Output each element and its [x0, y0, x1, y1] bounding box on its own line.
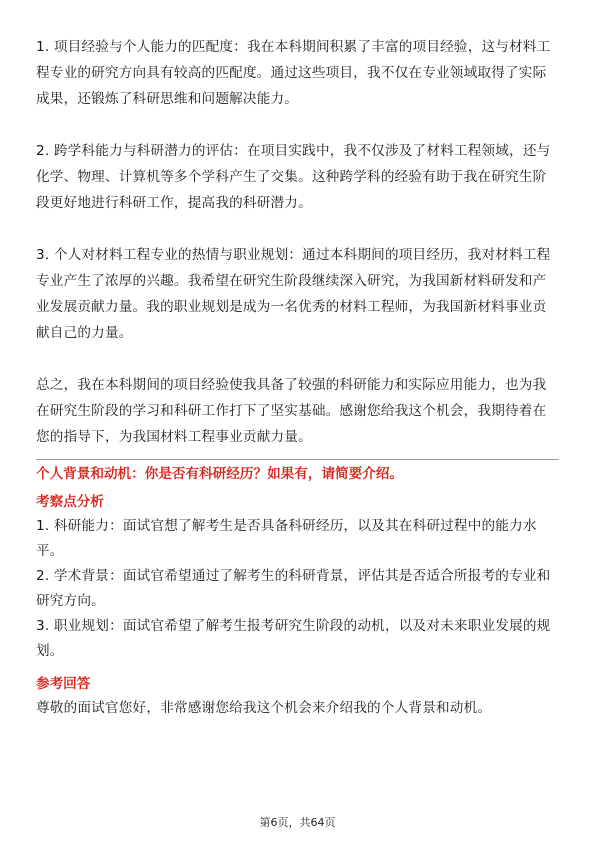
- question-title: 个人背景和动机：你是否有科研经历？如果有，请简要介绍。: [36, 466, 404, 482]
- paragraph-matching: 1. 项目经验与个人能力的匹配度：我在本科期间积累了丰富的项目经验，这与材料工程专业的研究方向具有较高的匹配度。通过这些项目，我不仅在专业领域取得了实际成果，还锻炼了科研思维和问题解决能力。: [36, 39, 551, 107]
- answer-text: 尊敬的面试官您好，非常感谢您给我这个机会来介绍我的个人背景和动机。: [36, 700, 492, 716]
- analysis-item: 2. 学术背景：面试官希望通过了解考生的科研背景，评估其是否适合所报考的专业和研究方向。: [36, 568, 551, 609]
- answer-heading: 参考回答: [36, 676, 91, 692]
- section-divider: [36, 459, 559, 460]
- analysis-heading: 考察点分析: [36, 494, 104, 510]
- analysis-item: 3. 职业规划：面试官希望了解考生报考研究生阶段的动机，以及对未来职业发展的规划。: [36, 618, 551, 659]
- document-body: [36, 34, 559, 721]
- paragraph-passion: 3. 个人对材料工程专业的热情与职业规划：通过本科期间的项目经历，我对材料工程专业产生了浓厚的兴趣。我希望在研究生阶段继续深入研究，为我国新材料研发和产业发展贡献力量。我的职业规划是成为一名优秀的材料工程师，为我国新材料事业贡献自己的力量。: [36, 247, 551, 341]
- page-number: 第6页，共64页: [259, 816, 336, 829]
- paragraph-summary: 总之，我在本科期间的项目经验使我具备了较强的科研能力和实际应用能力，也为我在研究生阶段的学习和科研工作打下了坚实基础。感谢您给我这个机会，我期待着在您的指导下，为我国材料工程事业贡献力量。: [36, 377, 547, 445]
- paragraph-interdisciplinary: 2. 跨学科能力与科研潜力的评估：在项目实践中，我不仅涉及了材料工程领域，还与化学、物理、计算机等多个学科产生了交集。这种跨学科的经验有助于我在研究生阶段更好地进行科研工作，提高我的科研潜力。: [36, 143, 551, 211]
- analysis-item: 1. 科研能力：面试官想了解考生是否具备科研经历，以及其在科研过程中的能力水平。: [36, 518, 537, 559]
